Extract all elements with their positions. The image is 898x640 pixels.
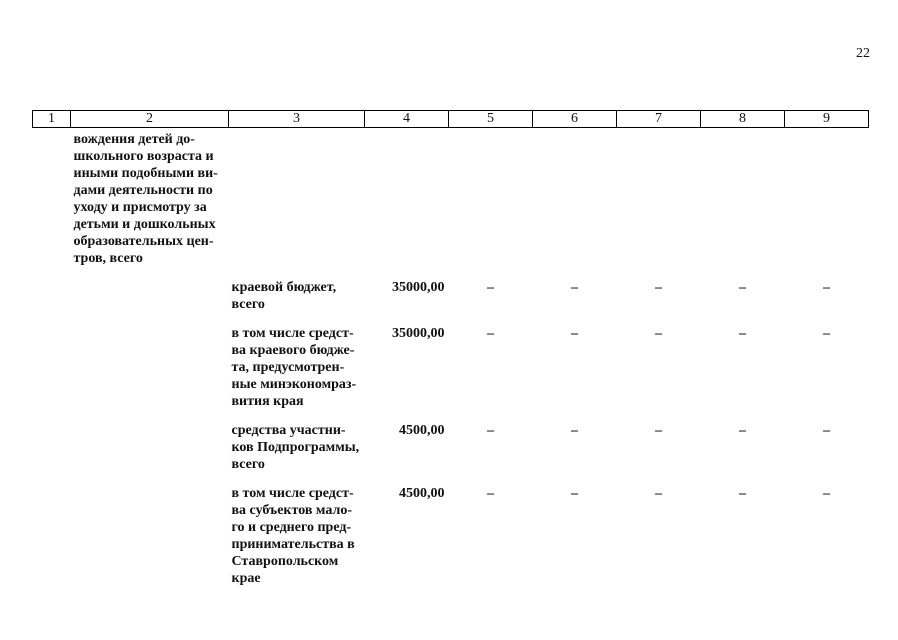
value-cell: – [823, 423, 830, 438]
table-row [33, 317, 869, 414]
value-cell: – [655, 486, 662, 501]
funding-source: краевой бюджет, всего [231, 280, 337, 312]
column-header-6: 6 [533, 111, 617, 128]
value-cell: – [655, 423, 662, 438]
value-cell: – [655, 326, 662, 341]
column-header-1: 1 [33, 111, 71, 128]
value-cell: – [823, 280, 830, 295]
column-header-7: 7 [617, 111, 701, 128]
value-cell: – [487, 326, 494, 341]
amount-cell: 35000,00 [392, 280, 445, 295]
value-cell: – [571, 486, 578, 501]
empty-cell [229, 128, 869, 272]
activity-description: вождения детей до- школьного возраста и иными подобными ви- дами деятельности по уходу и присмотру за детьми и дошкольных образовательных цен- тров, всего [73, 132, 218, 266]
value-cell: – [823, 326, 830, 341]
table-header [33, 111, 869, 128]
table-row [33, 414, 869, 477]
column-header-4: 4 [365, 111, 449, 128]
value-cell: – [487, 280, 494, 295]
table-row [33, 477, 869, 591]
table-row [33, 271, 869, 317]
value-cell: – [739, 326, 746, 341]
column-header-8: 8 [701, 111, 785, 128]
amount-cell: 4500,00 [399, 423, 445, 438]
value-cell: – [571, 326, 578, 341]
budget-table [32, 110, 869, 591]
value-cell: – [739, 423, 746, 438]
column-header-3: 3 [229, 111, 365, 128]
page-number: 22 [856, 46, 870, 61]
funding-source: в том числе средст- ва субъектов мало- го и среднего пред- принимательства в Ставропольском крае [231, 486, 355, 586]
column-header-5: 5 [449, 111, 533, 128]
row-number-cell [33, 128, 71, 272]
value-cell: – [487, 486, 494, 501]
amount-cell: 4500,00 [399, 486, 445, 501]
amount-cell: 35000,00 [392, 326, 445, 341]
value-cell: – [571, 423, 578, 438]
funding-source: средства участни- ков Подпрограммы, всего [231, 423, 360, 472]
value-cell: – [655, 280, 662, 295]
value-cell: – [739, 280, 746, 295]
value-cell: – [739, 486, 746, 501]
table-row [33, 128, 869, 272]
value-cell: – [823, 486, 830, 501]
column-header-9: 9 [785, 111, 869, 128]
value-cell: – [571, 280, 578, 295]
funding-source: в том числе средст- ва краевого бюдже- та, предусмотрен- ные минэкономраз- вития края [231, 326, 357, 409]
value-cell: – [487, 423, 494, 438]
column-header-2: 2 [71, 111, 229, 128]
